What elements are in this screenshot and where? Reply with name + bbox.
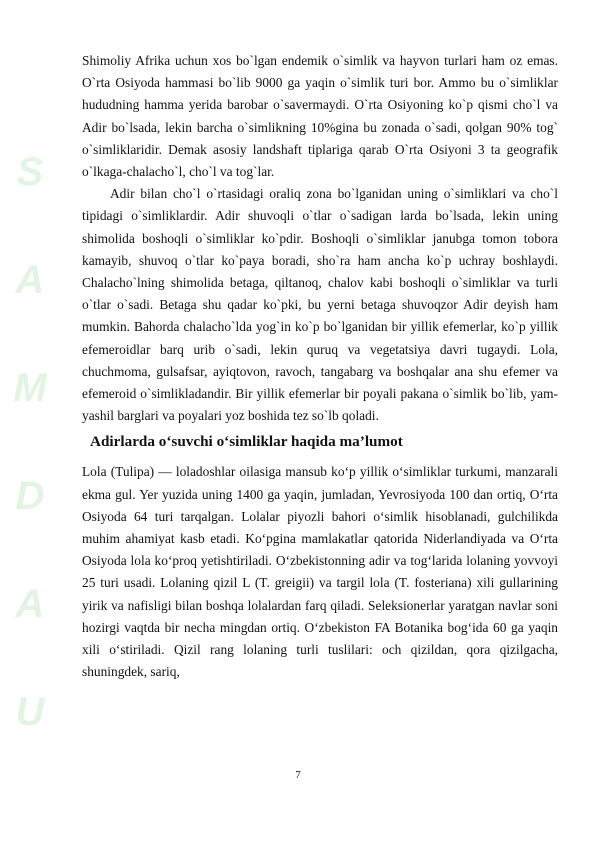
watermark-logo — [8, 0, 68, 842]
watermark-letter: A — [15, 582, 45, 626]
watermark-letter: U — [15, 690, 45, 734]
section-heading: Adirlarda o‘suvchi o‘simliklar haqida ma’lumot — [90, 433, 403, 451]
watermark-letter: A — [15, 258, 45, 302]
watermark-letter: S — [16, 150, 44, 194]
body-paragraph-1: Shimoliy Afrika uchun xos bo`lgan endemik o`simlik va hayvon turlari ham oz emas. O`rta Osiyoda hammasi bo`lib 9000 ga yaqin o`simlik turi bor. Ammo bu o`simliklar hududning hamma yerida barobar o`savermaydi. O`rta Osiyoning ko`p qismi cho`l va Adir bo`lsada, lekin barcha o`simlikning 10%gina bu zonada o`sadi, qolgan 90% tog` o`simliklaridir. Demak asosiy landshaft tiplariga qarab O`rta Osiyoni 3 ta geografik o`lkaga-chalacho`l, cho`l va tog`lar. — [82, 53, 558, 180]
body-paragraph-3: Lola (Tulipa) — loladoshlar oilasiga mansub ko‘p yillik o‘simliklar turkumi, manzarali ekma gul. Yer yuzida uning 1400 ga yaqin, jumladan, Yevrosiyoda 100 dan ortiq, O‘rta Osiyoda 64 turi tarqalgan. Lolalar piyozli bahori o‘simlik hisoblanadi, gulchilikda muhim ahamiyat kasb etadi. Ko‘pgina mamlakatlar qatorida Niderlandiyada va O‘rta Osiyoda lola ko‘proq yetishtiriladi. O‘zbekistonning adir va tog‘larida lolaning yovvoyi 25 turi usadi. Lolaning qizil L (T. greigii) va targil lola (T. fosteriana) xili gullarining yirik va nafisligi bilan boshqa lolalardan farq qiladi. Seleksionerlar yaratgan navlar soni hozirgi vaqtda bir necha mingdan ortiq. O‘zbekiston FA Botanika bog‘ida 60 ga yaqin xili o‘stiriladi. Qizil rang lolaning turli tuslilari: och qizildan, qora qizilgacha, shuningdek, sariq, — [82, 464, 558, 680]
page-content — [82, 50, 558, 683]
watermark-letter: D — [15, 474, 45, 518]
page-number: 7 — [295, 769, 301, 781]
watermark-letter: M — [13, 366, 47, 410]
body-paragraph-2: Adir bilan cho`l o`rtasidagi oraliq zona bo`lganidan uning o`simliklari va cho`l tipidagi o`simliklardir. Adir shuvoqli o`tlar o`sadigan larda bo`lsada, lekin uning shimolida boshoqli o`simliklar ko`pdir. Boshoqli o`simliklar janubga tomon tobora kamayib, shuvoq o`tlar ko`paya boradi, sho`ra ham ancha ko`p uchray boshlaydi. Chalacho`lning shimolida betaga, qiltanoq, chalov kabi boshoqli o`simliklar va turli o`tlar o`sadi. Betaga shu qadar ko`pki, bu yerni betaga shuvoqzor Adir deyish ham mumkin. Bahorda chalacho`lda yog`in ko`p bo`lganidan bir yillik efemerlar, ko`p yillik efemeroidlar barq urib o`sadi, lekin quruq va vegetatsiya davri tugaydi. Lola, chuchmoma, gulsafsar, ayiqtovon, ravoch, tangabarg va boshqalar ana shu efemer va efemeroid o`simlikladandir. Bir yillik efemerlar bir poyali pakana o`simlik bo`lib, yam-yashil barglari va poyalari yoz boshida tez so`lb qoladi. — [82, 186, 558, 424]
